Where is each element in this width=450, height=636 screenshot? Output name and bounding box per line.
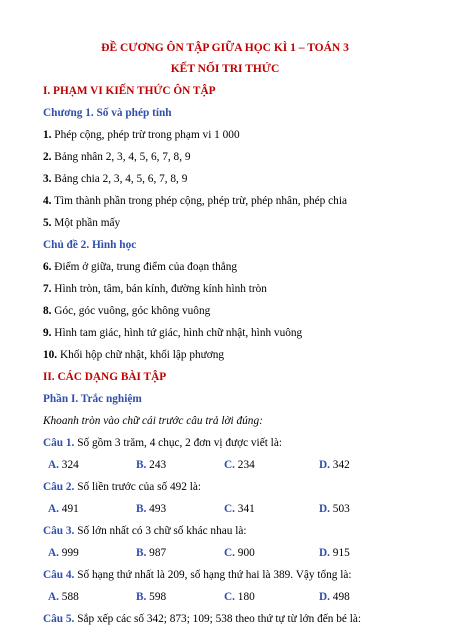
question: Câu 4. Số hạng thứ nhất là 209, số hạng thứ hai là 389. Vậy tổng là: (43, 569, 352, 581)
answer-option[interactable]: C. 234 (224, 459, 255, 471)
list-item: 5. Một phần mấy (43, 217, 121, 229)
answer-option[interactable]: C. 180 (224, 591, 255, 603)
document-title: ĐỀ CƯƠNG ÔN TẬP GIỮA HỌC KÌ 1 – TOÁN 3 (101, 42, 349, 54)
answer-option[interactable]: C. 341 (224, 503, 255, 515)
part-heading-multiple-choice: Phần I. Trắc nghiệm (43, 393, 142, 405)
list-item: 7. Hình tròn, tâm, bán kính, đường kính hình tròn (43, 283, 267, 295)
answer-option[interactable]: D. 915 (319, 547, 350, 559)
list-item: 4. Tìm thành phần trong phép cộng, phép trừ, phép nhân, phép chia (43, 195, 347, 207)
section-heading-exercises: II. CÁC DẠNG BÀI TẬP (43, 371, 167, 383)
instruction-text: Khoanh tròn vào chữ cái trước câu trả lời đúng: (43, 415, 263, 427)
list-item: 9. Hình tam giác, hình tứ giác, hình chữ nhật, hình vuông (43, 327, 303, 339)
answer-option[interactable]: A. 588 (48, 591, 79, 603)
list-item: 10. Khối hộp chữ nhật, khối lập phương (43, 349, 225, 361)
answer-option[interactable]: B. 598 (136, 591, 167, 603)
list-item: 2. Bảng nhân 2, 3, 4, 5, 6, 7, 8, 9 (43, 151, 191, 163)
list-item: 1. Phép cộng, phép trừ trong phạm vi 1 000 (43, 129, 240, 141)
answer-option[interactable]: A. 324 (48, 459, 79, 471)
answer-option[interactable]: D. 503 (319, 503, 350, 515)
list-item: 3. Bảng chia 2, 3, 4, 5, 6, 7, 8, 9 (43, 173, 188, 185)
question: Câu 5. Sắp xếp các số 342; 873; 109; 538 theo thứ tự từ lớn đến bé là: (43, 613, 362, 625)
answer-option[interactable]: D. 342 (319, 459, 350, 471)
answer-option[interactable]: C. 900 (224, 547, 255, 559)
question: Câu 3. Số lớn nhất có 3 chữ số khác nhau là: (43, 525, 247, 537)
answer-option[interactable]: A. 491 (48, 503, 79, 515)
document-subtitle: KẾT NỐI TRI THỨC (170, 63, 280, 75)
answer-option[interactable]: B. 493 (136, 503, 167, 515)
list-item: 8. Góc, góc vuông, góc không vuông (43, 305, 211, 317)
question: Câu 2. Số liền trước của số 492 là: (43, 481, 202, 493)
chapter-heading-numbers: Chương 1. Số và phép tính (43, 107, 172, 119)
answer-option[interactable]: D. 498 (319, 591, 350, 603)
question: Câu 1. Số gồm 3 trăm, 4 chục, 2 đơn vị được viết là: (43, 437, 282, 449)
answer-option[interactable]: B. 987 (136, 547, 167, 559)
list-item: 6. Điểm ở giữa, trung điểm của đoạn thẳng (43, 261, 238, 273)
answer-option[interactable]: B. 243 (136, 459, 167, 471)
section-heading-scope: I. PHẠM VI KIẾN THỨC ÔN TẬP (43, 85, 216, 97)
answer-option[interactable]: A. 999 (48, 547, 79, 559)
chapter-heading-geometry: Chủ đề 2. Hình học (43, 239, 137, 251)
